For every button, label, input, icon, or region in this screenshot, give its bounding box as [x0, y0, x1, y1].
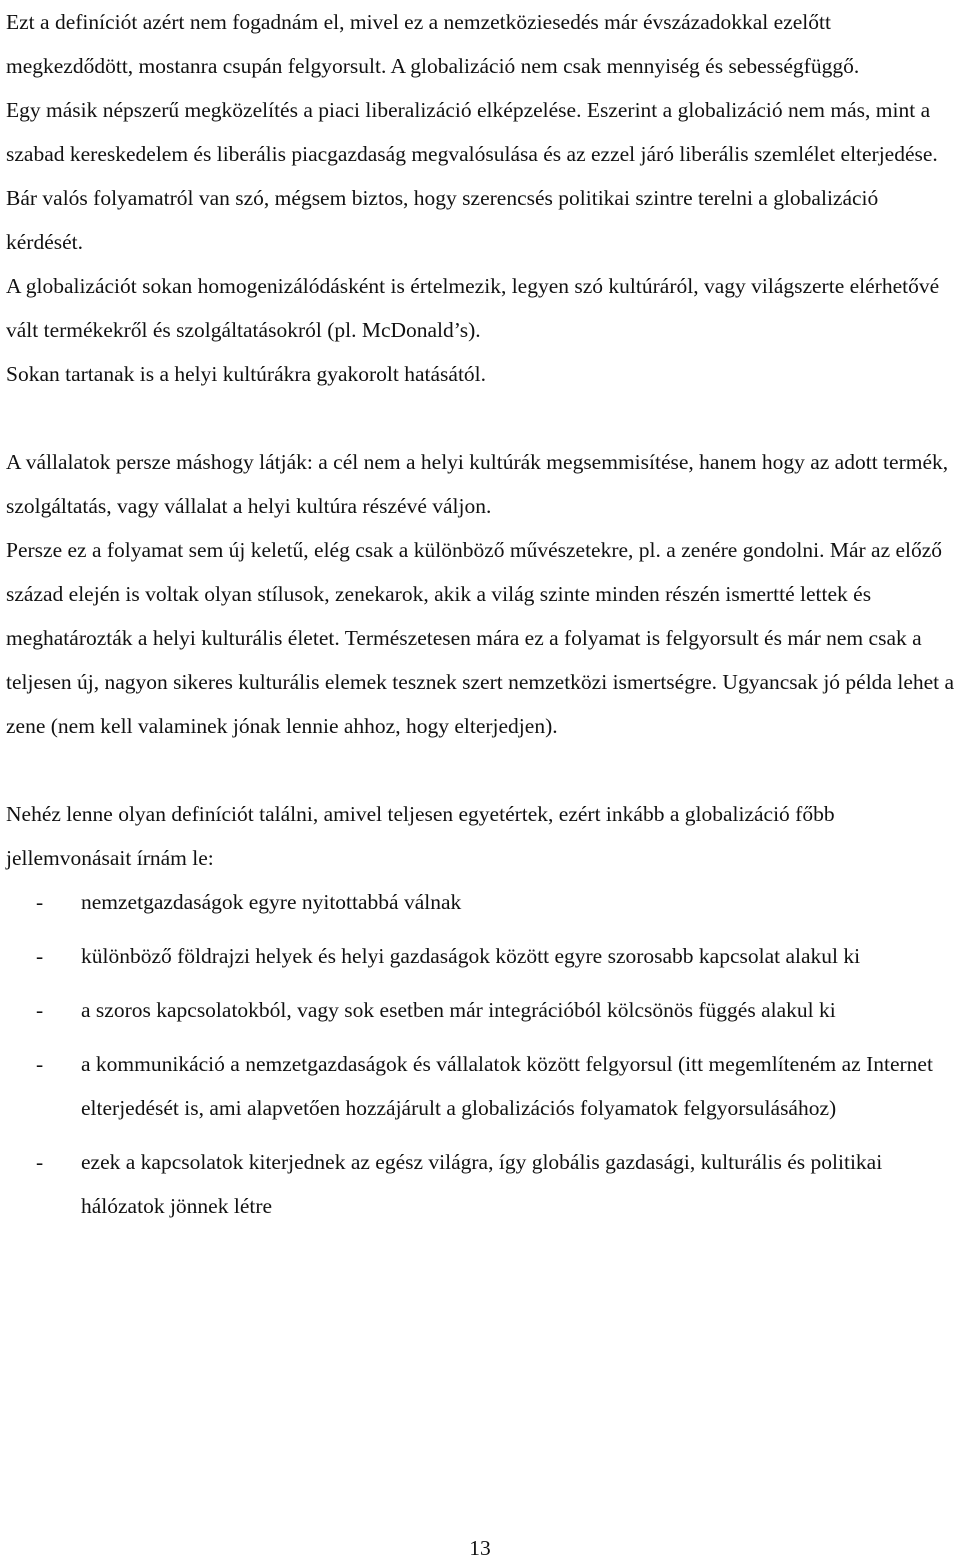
list-marker: -	[36, 890, 44, 914]
list-item	[6, 988, 958, 1032]
list-marker: -	[36, 998, 44, 1022]
list-item	[6, 880, 958, 924]
page-number: 13	[469, 1536, 491, 1560]
paragraph: A globalizációt sokan homogenizálódásként is értelmezik, legyen szó kultúráról, vagy világszerte elérhetővé vált termékekről és szolgáltatásokról (pl. McDonald’s).	[6, 274, 940, 342]
list-marker: -	[36, 1150, 44, 1174]
list-item-text: ezek a kapcsolatok kiterjednek az egész világra, így globális gazdasági, kulturális és politikai hálózatok jönnek létre	[81, 1150, 883, 1218]
paragraph: Sokan tartanak is a helyi kultúrákra gyakorolt hatásától.	[6, 362, 487, 386]
characteristics-list	[6, 880, 958, 1228]
list-item	[6, 934, 958, 978]
paragraph: Ezt a definíciót azért nem fogadnám el, mivel ez a nemzetköziesedés már évszázadokkal ezelőtt megkezdődött, mostanra csupán felgyorsult. A globalizáció nem csak mennyiség és sebességfüggő.	[6, 10, 860, 78]
paragraph-spacer	[6, 748, 958, 792]
list-item-text: nemzetgazdaságok egyre nyitottabbá válnak	[81, 890, 462, 914]
list-item	[6, 1140, 958, 1228]
list-item	[6, 1042, 958, 1130]
list-item-text: különböző földrajzi helyek és helyi gazdaságok között egyre szorosabb kapcsolat alakul ki	[81, 944, 861, 968]
paragraph: Persze ez a folyamat sem új keletű, elég csak a különböző művészetekre, pl. a zenére gondolni. Már az előző század elején is voltak olyan stílusok, zenekarok, akik a világ szinte minden részén ismertté lettek és meghatározták a helyi kulturális életet. Természetesen mára ez a folyamat is felgyorsult és már nem csak a teljesen új, nagyon sikeres kulturális elemek tesznek szert nemzetközi ismertségre. Ugyancsak jó példa lehet a zene (nem kell valaminek jónak lennie ahhoz, hogy elterjedjen).	[6, 538, 955, 738]
document-page	[6, 0, 958, 1238]
list-item-text: a szoros kapcsolatokból, vagy sok esetben már integrációból kölcsönös függés alakul ki	[81, 998, 836, 1022]
paragraph-spacer	[6, 396, 958, 440]
list-marker: -	[36, 1052, 44, 1076]
list-intro-paragraph: Nehéz lenne olyan definíciót találni, amivel teljesen egyetértek, ezért inkább a globalizáció főbb jellemvonásait írnám le:	[6, 802, 835, 870]
paragraph: A vállalatok persze máshogy látják: a cél nem a helyi kultúrák megsemmisítése, hanem hogy az adott termék, szolgáltatás, vagy vállalat a helyi kultúra részévé váljon.	[6, 450, 949, 518]
list-item-text: a kommunikáció a nemzetgazdaságok és vállalatok között felgyorsul (itt megemlíteném az Internet elterjedését is, ami alapvetően hozzájárult a globalizációs folyamatok felgyorsulásához)	[81, 1052, 933, 1120]
list-marker: -	[36, 944, 44, 968]
paragraph: Egy másik népszerű megközelítés a piaci liberalizáció elképzelése. Eszerint a globalizáció nem más, mint a szabad kereskedelem és liberális piacgazdaság megvalósulása és az ezzel járó liberális szemlélet elterjedése. Bár valós folyamatról van szó, mégsem biztos, hogy szerencsés politikai szintre terelni a globalizáció kérdését.	[6, 98, 938, 254]
